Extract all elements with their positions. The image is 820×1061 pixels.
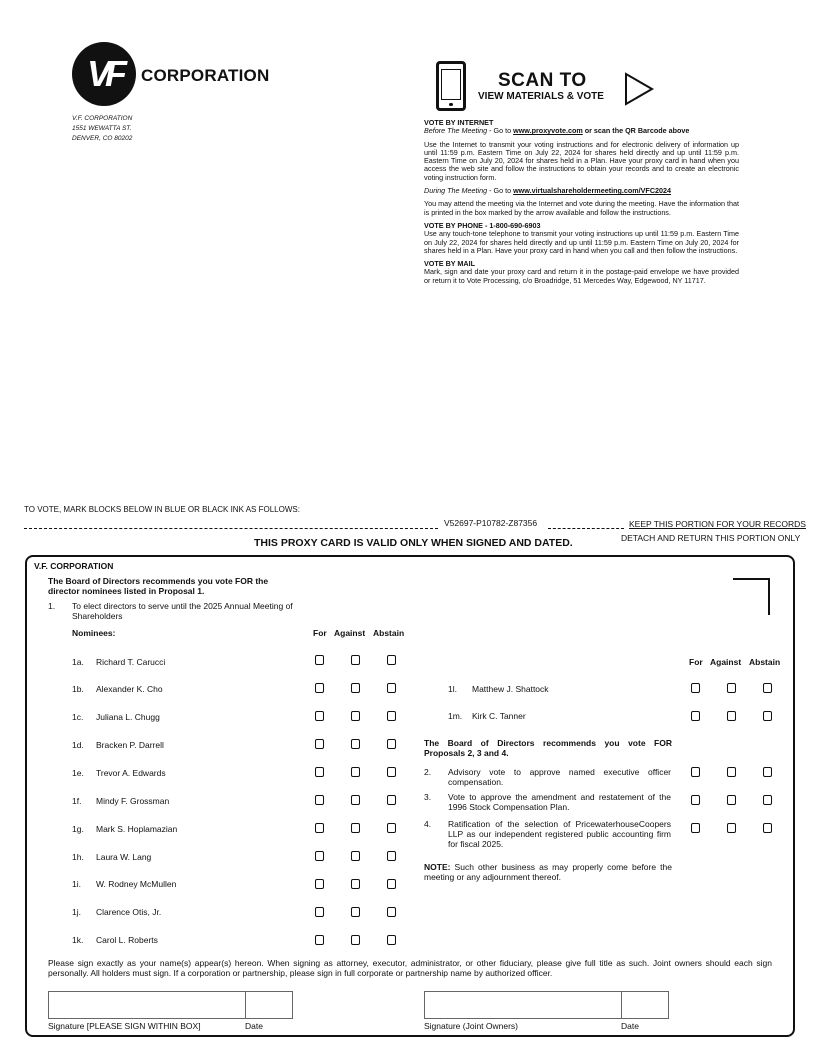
nominee-num: 1b. xyxy=(72,684,84,694)
vf-logo xyxy=(72,42,136,106)
vote-against-checkbox[interactable] xyxy=(351,711,360,721)
mail-heading: VOTE BY MAIL xyxy=(424,259,475,269)
virtual-meeting-link[interactable]: www.virtualshareholdermeeting.com/VFC2024 xyxy=(513,186,672,196)
logo-mark: VF xyxy=(86,53,121,94)
nominee-num: 1l. xyxy=(448,684,457,694)
signing-instructions: Please sign exactly as your name(s) appear(s) hereon. When signing as attorney, executor, administrator, or other fiduciary, please give full title as such. Joint owners should each sign personally. All holders must sign. If a corporation or partnership, please sign in full corporate or partnership name by authorized officer. xyxy=(48,958,772,978)
control-code: V52697-P10782-Z87356 xyxy=(444,518,538,528)
col-against: Against xyxy=(710,657,742,667)
signature-box[interactable] xyxy=(48,991,246,1019)
vote-abstain-checkbox[interactable] xyxy=(387,851,396,861)
nominee-num: 1a. xyxy=(72,657,84,667)
qr-text: or scan the QR Barcode above xyxy=(582,126,690,136)
nominee-num: 1i. xyxy=(72,879,81,889)
vote-abstain-checkbox[interactable] xyxy=(387,795,396,805)
nominee-num: 1e. xyxy=(72,768,84,778)
scan-title: SCAN TO xyxy=(498,70,587,91)
validity-notice: THIS PROXY CARD IS VALID ONLY WHEN SIGNED AND DATED. xyxy=(254,537,573,549)
proxyvote-link[interactable]: www.proxyvote.com xyxy=(513,126,583,136)
joint-signature-box[interactable] xyxy=(424,991,622,1019)
nominee-num: 1j. xyxy=(72,907,81,917)
vote-against-checkbox[interactable] xyxy=(351,739,360,749)
nominee-num: 1m. xyxy=(448,711,463,721)
vote-against-checkbox[interactable] xyxy=(351,851,360,861)
proposal-text: Advisory vote to approve named executive officer compensation. xyxy=(448,767,671,787)
vote-abstain-checkbox[interactable] xyxy=(387,907,396,917)
nominee-name: Matthew J. Shattock xyxy=(472,684,549,694)
joint-date-box[interactable] xyxy=(621,991,669,1019)
phone-heading: VOTE BY PHONE - 1-800-690-6903 xyxy=(424,220,541,230)
goto-text: - Go to xyxy=(487,186,514,196)
vote-abstain-checkbox[interactable] xyxy=(763,767,772,777)
vote-for-checkbox[interactable] xyxy=(315,851,324,861)
brand-name: CORPORATION xyxy=(141,66,270,85)
vote-against-checkbox[interactable] xyxy=(351,767,360,777)
nominee-name: Kirk C. Tanner xyxy=(472,711,526,721)
nominee-num: 1c. xyxy=(72,712,84,722)
during-meeting xyxy=(424,187,739,195)
detach-line xyxy=(548,528,624,529)
nominee-name: Carol L. Roberts xyxy=(96,935,158,945)
company-address xyxy=(72,114,132,144)
vote-for-checkbox[interactable] xyxy=(315,935,324,945)
before-label: Before The Meeting xyxy=(424,126,488,136)
nominee-name: Mark S. Hoplamazian xyxy=(96,824,178,834)
marking-instructions: TO VOTE, MARK BLOCKS BELOW IN BLUE OR BLACK INK AS FOLLOWS: xyxy=(24,505,300,514)
proposal-number: 2. xyxy=(424,767,432,777)
vote-for-checkbox[interactable] xyxy=(315,711,324,721)
proposal-1-text: To elect directors to serve until the 2025 Annual Meeting of Shareholders xyxy=(72,601,293,621)
nominee-name: Trevor A. Edwards xyxy=(96,768,166,778)
internet-body: Use the Internet to transmit your voting instructions and for electronic delivery of information up until 11:59 p.m. Eastern Time on July 22, 2024 for shares held directly and up until 11:59 p.m. Eastern Time on July 20, 2024 for shares held in a Plan. Have your proxy card in hand when you access the web site and follow the instructions to obtain your records and to create an electronic voting instruction form. xyxy=(424,139,739,182)
vote-for-checkbox[interactable] xyxy=(315,767,324,777)
vote-abstain-checkbox[interactable] xyxy=(387,655,396,665)
nominee-name: Bracken P. Darrell xyxy=(96,740,164,750)
vote-for-checkbox[interactable] xyxy=(691,795,700,805)
vote-abstain-checkbox[interactable] xyxy=(387,879,396,889)
signature-label: Signature [PLEASE SIGN WITHIN BOX] xyxy=(48,1021,201,1031)
vote-for-checkbox[interactable] xyxy=(315,907,324,917)
phone-body: Use any touch-tone telephone to transmit your voting instructions up until 11:59 p.m. Eastern Time on July 22, 2024 for shares held directly and up until 11:59 p.m. Eastern Time on July 20, 2024 for shares held in a Plan. Have your proxy card in hand when you call and then follow the instructions. xyxy=(424,229,739,255)
col-for: For xyxy=(689,657,703,667)
note-label: NOTE: xyxy=(424,862,451,872)
detach-line xyxy=(24,528,438,529)
internet-before xyxy=(424,127,739,135)
play-arrow-icon xyxy=(624,72,654,106)
vote-abstain-checkbox[interactable] xyxy=(763,823,772,833)
vote-against-checkbox[interactable] xyxy=(351,655,360,665)
nominees-label: Nominees: xyxy=(72,628,116,638)
vote-for-checkbox[interactable] xyxy=(691,767,700,777)
address-line: V.F. CORPORATION xyxy=(72,115,133,122)
scan-subtitle: VIEW MATERIALS & VOTE xyxy=(478,91,604,102)
vote-against-checkbox[interactable] xyxy=(727,823,736,833)
proposal-number: 4. xyxy=(424,819,432,829)
note-text: Such other business as may properly come before the meeting or any adjournment thereof. xyxy=(424,862,672,882)
nominee-num: 1k. xyxy=(72,935,84,945)
col-abstain: Abstain xyxy=(749,657,781,667)
vote-against-checkbox[interactable] xyxy=(351,907,360,917)
nominee-name: Alexander K. Cho xyxy=(96,684,163,694)
vote-abstain-checkbox[interactable] xyxy=(763,711,772,721)
nominee-num: 1d. xyxy=(72,740,84,750)
vote-abstain-checkbox[interactable] xyxy=(387,935,396,945)
vote-for-checkbox[interactable] xyxy=(315,739,324,749)
note xyxy=(424,862,672,882)
vote-against-checkbox[interactable] xyxy=(351,683,360,693)
vote-against-checkbox[interactable] xyxy=(727,683,736,693)
vote-against-checkbox[interactable] xyxy=(351,879,360,889)
board-recommendation-2: The Board of Directors recommends you vote FOR Proposals 2, 3 and 4. xyxy=(424,738,672,758)
vote-against-checkbox[interactable] xyxy=(351,795,360,805)
vote-against-checkbox[interactable] xyxy=(727,711,736,721)
vote-abstain-checkbox[interactable] xyxy=(387,767,396,777)
vote-against-checkbox[interactable] xyxy=(351,823,360,833)
voting-instructions xyxy=(424,119,739,290)
during-body: You may attend the meeting via the Internet and vote during the meeting. Have the information that is printed in the box marked by the arrow available and follow the instructions. xyxy=(424,199,739,217)
vote-abstain-checkbox[interactable] xyxy=(387,739,396,749)
address-line: DENVER, CO 80202 xyxy=(72,135,133,142)
nominee-name: W. Rodney McMullen xyxy=(96,879,177,889)
proposal-text: Ratification of the selection of PricewaterhouseCoopers LLP as our independent registered public accounting firm for fiscal 2025. xyxy=(448,819,671,849)
vote-for-checkbox[interactable] xyxy=(315,823,324,833)
nominee-num: 1h. xyxy=(72,852,84,862)
proposal-text: Vote to approve the amendment and restatement of the 1996 Stock Compensation Plan. xyxy=(448,792,671,812)
vote-for-checkbox[interactable] xyxy=(691,823,700,833)
vote-abstain-checkbox[interactable] xyxy=(387,683,396,693)
date-label: Date xyxy=(245,1021,263,1031)
vote-for-checkbox[interactable] xyxy=(315,655,324,665)
col-against: Against xyxy=(334,628,366,638)
vote-for-checkbox[interactable] xyxy=(315,683,324,693)
corner-mark xyxy=(733,578,770,615)
col-for: For xyxy=(313,628,327,638)
address-line: 1551 WEWATTA ST. xyxy=(72,125,132,132)
vote-against-checkbox[interactable] xyxy=(727,767,736,777)
vote-for-checkbox[interactable] xyxy=(691,683,700,693)
proposal-number: 3. xyxy=(424,792,432,802)
nominee-name: Laura W. Lang xyxy=(96,852,152,862)
col-abstain: Abstain xyxy=(373,628,405,638)
nominee-num: 1f. xyxy=(72,796,82,806)
nominee-num: 1g. xyxy=(72,824,84,834)
vote-against-checkbox[interactable] xyxy=(727,795,736,805)
goto-text: - Go to xyxy=(487,126,514,136)
vote-against-checkbox[interactable] xyxy=(351,935,360,945)
proposal-1-number: 1. xyxy=(48,601,56,611)
vote-abstain-checkbox[interactable] xyxy=(387,711,396,721)
nominee-name: Richard T. Carucci xyxy=(96,657,166,667)
vote-abstain-checkbox[interactable] xyxy=(763,795,772,805)
nominee-name: Clarence Otis, Jr. xyxy=(96,907,162,917)
during-label: During The Meeting xyxy=(424,186,488,196)
vote-for-checkbox[interactable] xyxy=(691,711,700,721)
nominee-name: Juliana L. Chugg xyxy=(96,712,160,722)
nominee-name: Mindy F. Grossman xyxy=(96,796,170,806)
vote-for-checkbox[interactable] xyxy=(315,879,324,889)
board-recommendation-1: The Board of Directors recommends you vote FOR the director nominees listed in Proposal 1. xyxy=(48,576,269,596)
smartphone-icon xyxy=(436,61,466,111)
date-box[interactable] xyxy=(245,991,293,1019)
joint-date-label: Date xyxy=(621,1021,639,1031)
card-company: V.F. CORPORATION xyxy=(34,561,114,571)
joint-signature-label: Signature (Joint Owners) xyxy=(424,1021,519,1031)
vote-abstain-checkbox[interactable] xyxy=(387,823,396,833)
vote-for-checkbox[interactable] xyxy=(315,795,324,805)
vote-abstain-checkbox[interactable] xyxy=(763,683,772,693)
keep-portion-label: KEEP THIS PORTION FOR YOUR RECORDS xyxy=(629,519,806,529)
detach-portion-label: DETACH AND RETURN THIS PORTION ONLY xyxy=(621,533,801,543)
internet-heading: VOTE BY INTERNET xyxy=(424,118,494,127)
mail-body: Mark, sign and date your proxy card and return it in the postage-paid envelope we have provided or return it to Vote Processing, c/o Broadridge, 51 Mercedes Way, Edgewood, NY 11717. xyxy=(424,267,739,285)
